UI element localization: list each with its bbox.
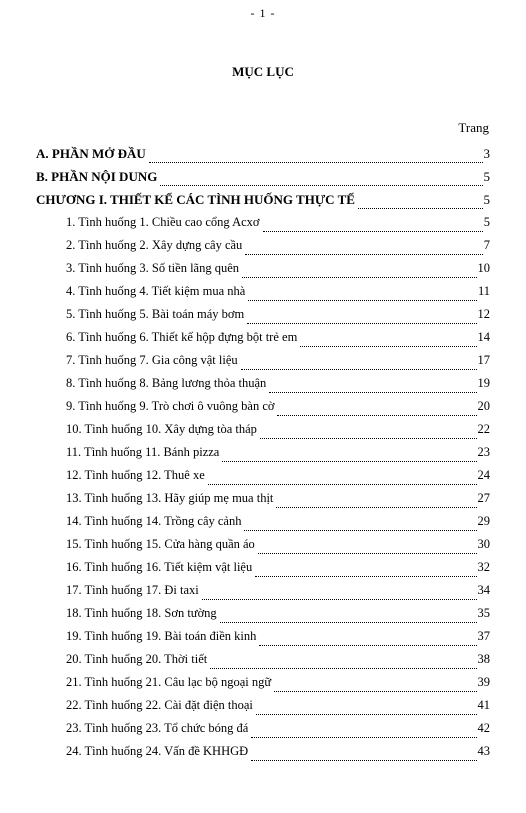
toc-entry-title: 6. Tình huống 6. Thiết kế hộp đựng bột trẻ em bbox=[66, 330, 298, 344]
toc-entry-page: 39 bbox=[477, 675, 490, 689]
toc-entry-title: 20. Tình huống 20. Thời tiết bbox=[66, 652, 208, 666]
toc-section-entry[interactable] bbox=[36, 169, 490, 192]
toc-entry[interactable] bbox=[36, 652, 490, 675]
toc-entry[interactable] bbox=[36, 445, 490, 468]
toc-entry[interactable] bbox=[36, 238, 490, 261]
table-of-contents bbox=[36, 146, 490, 767]
toc-entry-title: 3. Tình huống 3. Số tiền lãng quên bbox=[66, 261, 240, 275]
toc-entry-page: 12 bbox=[477, 307, 490, 321]
toc-entry-page: 24 bbox=[477, 468, 490, 482]
toc-entry-title: 13. Tình huống 13. Hãy giúp mẹ mua thịt bbox=[66, 491, 274, 505]
toc-entry-title: 24. Tình huống 24. Vấn đề KHHGĐ bbox=[66, 744, 249, 758]
toc-section-entry[interactable] bbox=[36, 192, 490, 215]
toc-entry-page: 35 bbox=[477, 606, 490, 620]
toc-entry-page: 19 bbox=[477, 376, 490, 390]
toc-entry-title: 23. Tình huống 23. Tổ chức bóng đá bbox=[66, 721, 249, 735]
toc-entry-page: 22 bbox=[477, 422, 490, 436]
toc-entry-page: 7 bbox=[483, 238, 490, 252]
dot-leader bbox=[202, 598, 477, 600]
toc-entry[interactable] bbox=[36, 261, 490, 284]
dot-leader bbox=[269, 391, 476, 393]
dot-leader bbox=[241, 368, 477, 370]
toc-entry-title: 1. Tình huống 1. Chiều cao cổng Acxơ bbox=[66, 215, 260, 229]
toc-entry-page: 23 bbox=[477, 445, 490, 459]
toc-entry[interactable] bbox=[36, 514, 490, 537]
toc-entry[interactable] bbox=[36, 560, 490, 583]
toc-entry-title: 10. Tình huống 10. Xây dựng tòa tháp bbox=[66, 422, 257, 436]
dot-leader bbox=[274, 690, 476, 692]
toc-entry-page: 38 bbox=[477, 652, 490, 666]
toc-entry[interactable] bbox=[36, 284, 490, 307]
toc-entry-page: 37 bbox=[477, 629, 490, 643]
toc-entry-page: 20 bbox=[477, 399, 490, 413]
toc-entry-title: 15. Tình huống 15. Cửa hàng quần áo bbox=[66, 537, 255, 551]
toc-entry[interactable] bbox=[36, 537, 490, 560]
toc-entry-page: 5 bbox=[483, 169, 490, 184]
dot-leader bbox=[244, 529, 476, 531]
toc-entry-title: 9. Tình huống 9. Trò chơi ô vuông bàn cờ bbox=[66, 399, 275, 413]
toc-entry-title: B. PHẦN NỘI DUNG bbox=[36, 169, 158, 184]
toc-entry[interactable] bbox=[36, 606, 490, 629]
toc-entry[interactable] bbox=[36, 307, 490, 330]
toc-entry-title: 5. Tình huống 5. Bài toán máy bơm bbox=[66, 307, 245, 321]
toc-entry[interactable] bbox=[36, 215, 490, 238]
dot-leader bbox=[210, 667, 476, 669]
dot-leader bbox=[277, 414, 476, 416]
dot-leader bbox=[248, 299, 477, 301]
dot-leader bbox=[149, 161, 483, 163]
toc-entry[interactable] bbox=[36, 698, 490, 721]
dot-leader bbox=[259, 644, 476, 646]
toc-entry[interactable] bbox=[36, 399, 490, 422]
toc-entry-page: 5 bbox=[483, 192, 490, 207]
toc-entry-page: 29 bbox=[477, 514, 490, 528]
toc-entry-title: 16. Tình huống 16. Tiết kiệm vật liệu bbox=[66, 560, 253, 574]
dot-leader bbox=[245, 253, 482, 255]
toc-entry-title: 8. Tình huống 8. Bảng lương thỏa thuận bbox=[66, 376, 267, 390]
toc-entry-page: 3 bbox=[483, 146, 490, 161]
toc-entry-page: 10 bbox=[477, 261, 490, 275]
page-number: - 1 - bbox=[250, 6, 276, 20]
toc-entry-page: 14 bbox=[477, 330, 490, 344]
dot-leader bbox=[255, 575, 476, 577]
toc-entry[interactable] bbox=[36, 330, 490, 353]
toc-entry[interactable] bbox=[36, 675, 490, 698]
toc-entry-title: 18. Tình huống 18. Sơn tường bbox=[66, 606, 217, 620]
dot-leader bbox=[260, 437, 477, 439]
toc-entry-title: 4. Tình huống 4. Tiết kiệm mua nhà bbox=[66, 284, 246, 298]
toc-entry-page: 42 bbox=[477, 721, 490, 735]
toc-entry[interactable] bbox=[36, 721, 490, 744]
toc-entry-title: 11. Tình huống 11. Bánh pizza bbox=[66, 445, 220, 459]
toc-entry[interactable] bbox=[36, 629, 490, 652]
toc-entry-page: 5 bbox=[483, 215, 490, 229]
dot-leader bbox=[160, 184, 482, 186]
toc-entry-page: 30 bbox=[477, 537, 490, 551]
toc-entry-page: 32 bbox=[477, 560, 490, 574]
dot-leader bbox=[247, 322, 476, 324]
dot-leader bbox=[251, 759, 476, 761]
dot-leader bbox=[220, 621, 477, 623]
toc-entry[interactable] bbox=[36, 491, 490, 514]
toc-entry[interactable] bbox=[36, 468, 490, 491]
toc-entry-title: 17. Tình huống 17. Đi taxi bbox=[66, 583, 199, 597]
toc-entry[interactable] bbox=[36, 744, 490, 767]
toc-entry[interactable] bbox=[36, 376, 490, 399]
dot-leader bbox=[208, 483, 477, 485]
toc-section-entry[interactable] bbox=[36, 146, 490, 169]
dot-leader bbox=[242, 276, 476, 278]
dot-leader bbox=[256, 713, 477, 715]
toc-entry-title: 22. Tình huống 22. Cài đặt điện thoại bbox=[66, 698, 253, 712]
toc-entry-title: 19. Tình huống 19. Bài toán điền kinh bbox=[66, 629, 257, 643]
toc-entry-title: 14. Tình huống 14. Trồng cây cảnh bbox=[66, 514, 242, 528]
toc-entry-page: 27 bbox=[477, 491, 490, 505]
toc-entry-page: 17 bbox=[477, 353, 490, 367]
toc-entry-title: CHƯƠNG I. THIẾT KẾ CÁC TÌNH HUỐNG THỰC TẾ bbox=[36, 192, 355, 207]
dot-leader bbox=[276, 506, 476, 508]
toc-entry[interactable] bbox=[36, 353, 490, 376]
toc-title: MỤC LỤC bbox=[232, 64, 294, 79]
toc-entry-page: 41 bbox=[477, 698, 490, 712]
toc-entry-title: 12. Tình huống 12. Thuê xe bbox=[66, 468, 205, 482]
page-column-label: Trang bbox=[458, 120, 489, 135]
toc-entry-title: 2. Tình huống 2. Xây dựng cây cầu bbox=[66, 238, 243, 252]
dot-leader bbox=[258, 552, 477, 554]
toc-entry-page: 34 bbox=[477, 583, 490, 597]
dot-leader bbox=[263, 230, 483, 232]
toc-entry-title: 21. Tình huống 21. Câu lạc bộ ngoại ngữ bbox=[66, 675, 272, 689]
toc-entry-page: 43 bbox=[477, 744, 490, 758]
toc-entry-title: A. PHẦN MỞ ĐẦU bbox=[36, 146, 146, 161]
dot-leader bbox=[358, 207, 483, 209]
dot-leader bbox=[222, 460, 476, 462]
dot-leader bbox=[251, 736, 476, 738]
toc-entry-page: 11 bbox=[477, 284, 490, 298]
toc-entry[interactable] bbox=[36, 583, 490, 606]
dot-leader bbox=[300, 345, 476, 347]
toc-entry-title: 7. Tình huống 7. Gia công vật liệu bbox=[66, 353, 238, 367]
toc-entry[interactable] bbox=[36, 422, 490, 445]
